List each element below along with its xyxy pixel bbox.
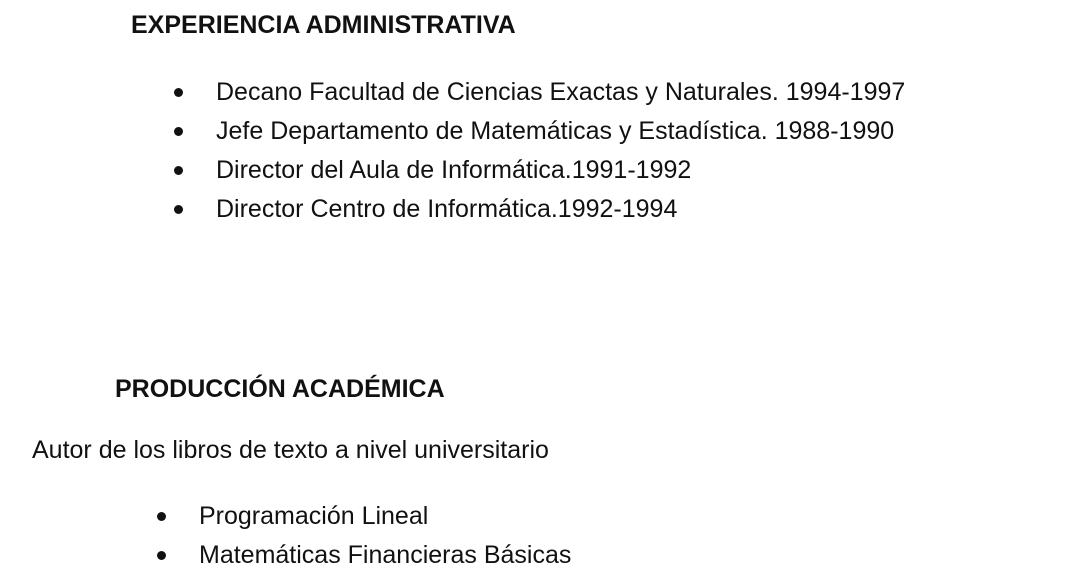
list-item-text: Decano Facultad de Ciencias Exactas y Naturales. 1994-1997 [216,78,906,106]
list-item [170,151,905,190]
list-item-text: Jefe Departamento de Matemáticas y Estadística. 1988-1990 [216,117,895,145]
bullet-icon [174,88,183,97]
bullet-icon [157,551,166,560]
list-item-text: Director Centro de Informática.1992-1994 [216,195,678,223]
list-item [170,190,905,229]
bullet-icon [157,512,166,521]
academic-production-list [153,497,571,575]
list-item-text: Programación Lineal [199,502,429,530]
list-item [170,112,905,151]
academic-production-intro: Autor de los libros de texto a nivel universitario [32,436,549,464]
section-heading-academic-production: PRODUCCIÓN ACADÉMICA [115,375,445,403]
list-item [153,497,571,536]
administrative-experience-list [170,73,905,229]
bullet-icon [174,127,183,136]
list-item-text: Matemáticas Financieras Básicas [199,541,572,569]
list-item [153,536,571,575]
bullet-icon [174,205,183,214]
bullet-icon [174,166,183,175]
section-heading-administrative-experience: EXPERIENCIA ADMINISTRATIVA [131,11,516,39]
list-item-text: Director del Aula de Informática.1991-1992 [216,156,692,184]
list-item [170,73,905,112]
